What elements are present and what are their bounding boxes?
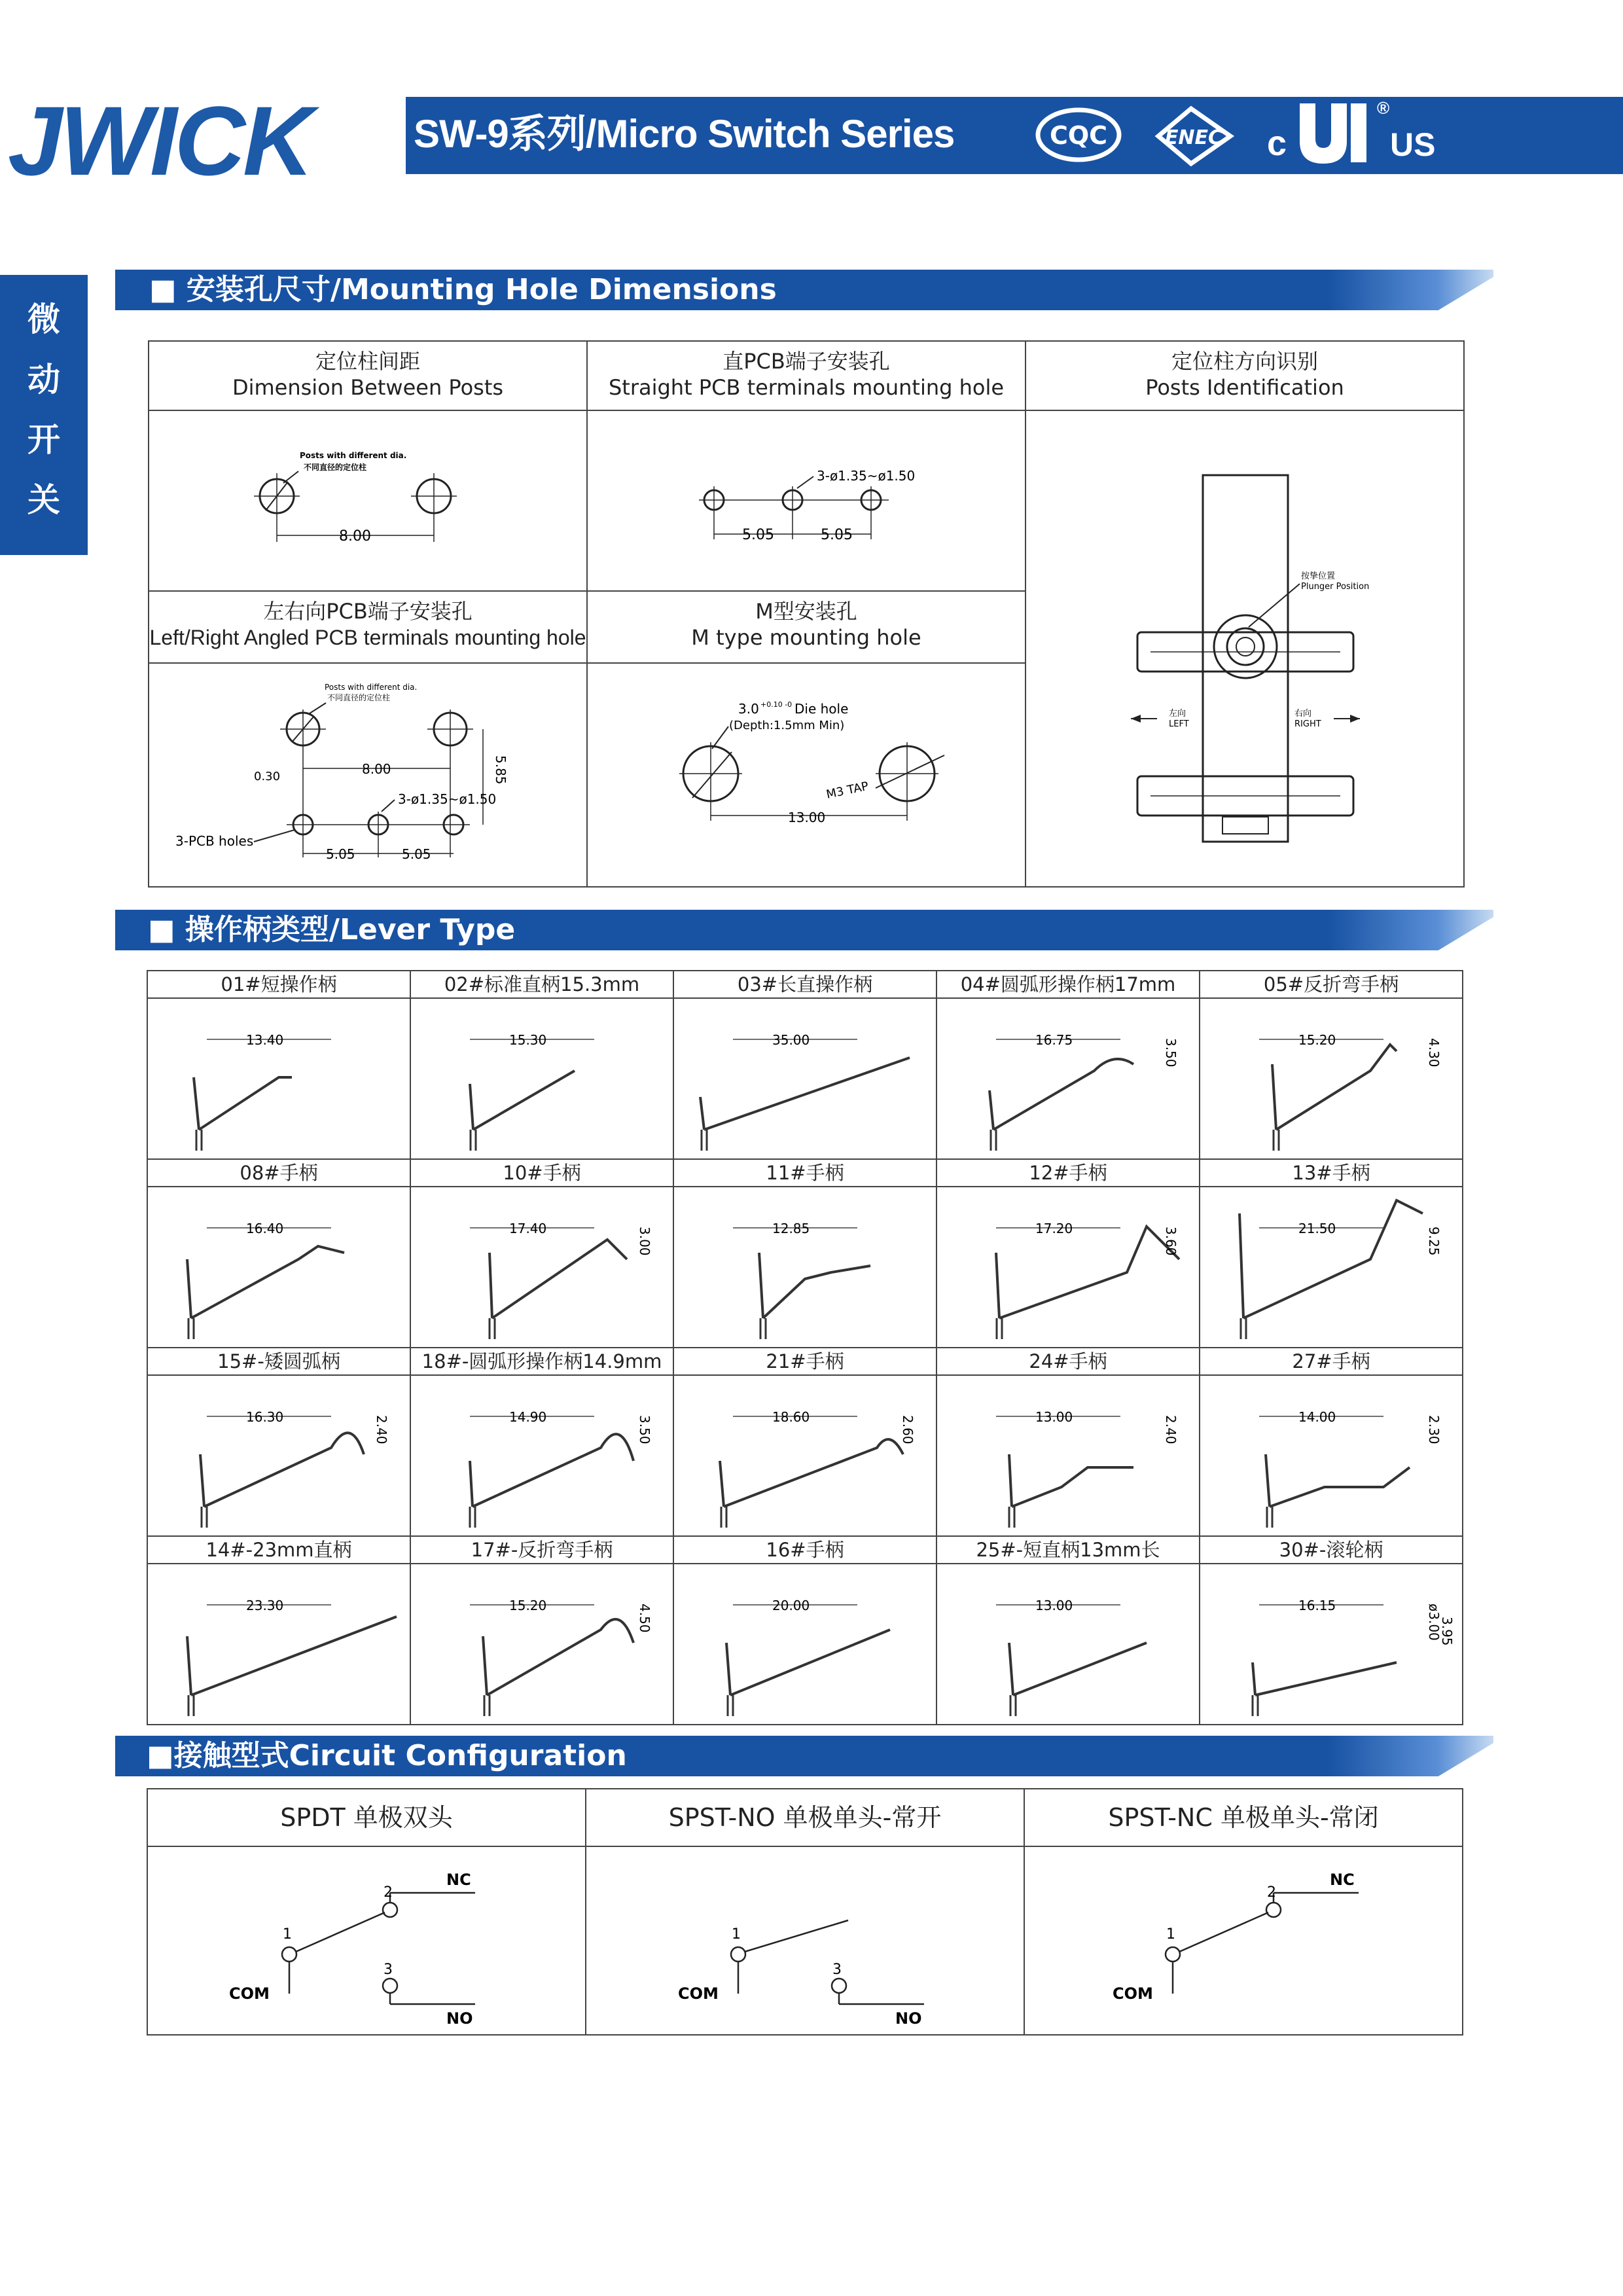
lever-dimension: 2.30 bbox=[1426, 1415, 1442, 1444]
spst-nc-node2: 2 bbox=[1267, 1884, 1276, 1901]
lever-header-cell bbox=[673, 971, 936, 998]
lever-dimension: 23.30 bbox=[246, 1598, 284, 1613]
circuit-spst-nc-diagram bbox=[1025, 1847, 1462, 2032]
lever-label: 08#手柄 bbox=[240, 1162, 318, 1184]
lever-header-cell bbox=[410, 1536, 673, 1564]
cqc-cert-mark bbox=[1034, 105, 1123, 165]
lever-shape bbox=[996, 1227, 1179, 1318]
lever-header-cell bbox=[1200, 1536, 1463, 1564]
circuit-spdt-cell bbox=[147, 1846, 586, 2035]
lever-label: 18#-圆弧形操作柄14.9mm bbox=[421, 1350, 662, 1372]
lever-drawing-cell bbox=[1200, 998, 1463, 1159]
left-label-cn: 左向 bbox=[1169, 709, 1186, 719]
lever-label: 17#-反折弯手柄 bbox=[471, 1539, 613, 1561]
straight-pcb-holes: 3-ø1.35~ø1.50 bbox=[817, 468, 916, 484]
lever-shape bbox=[470, 1434, 633, 1507]
plunger-position-en: Plunger Position bbox=[1301, 582, 1370, 592]
straight-pcb-drawing-cell bbox=[587, 410, 1026, 591]
lever-terminal bbox=[484, 1695, 490, 1716]
mounting-table bbox=[148, 340, 1465, 888]
posts-id-cn: 定位柱方向识别 bbox=[1171, 349, 1318, 374]
lever-header-cell bbox=[147, 1348, 410, 1375]
section-lever-title: ■ 操作柄类型/Lever Type bbox=[148, 913, 516, 946]
ul-c-label: c bbox=[1267, 124, 1287, 163]
lever-drawing bbox=[937, 1187, 1199, 1344]
spst-no-no: NO bbox=[895, 2009, 922, 2028]
lever-shape bbox=[759, 1253, 870, 1318]
lever-dimension: 3.95 bbox=[1439, 1617, 1455, 1646]
cqc-label: CQC bbox=[1049, 121, 1108, 150]
lever-shape bbox=[1272, 1045, 1397, 1130]
ul-mark bbox=[1293, 98, 1372, 166]
spdt-node3: 3 bbox=[383, 1962, 393, 1978]
lever-terminal bbox=[760, 1318, 766, 1339]
circuit-spst-no-header bbox=[586, 1789, 1024, 1846]
lever-label: 10#手柄 bbox=[503, 1162, 581, 1184]
lever-dimension: 13.00 bbox=[1035, 1409, 1073, 1425]
lever-header-cell bbox=[673, 1348, 936, 1375]
m-die-tol: +0.10 -0 bbox=[760, 700, 793, 709]
lever-shape bbox=[700, 1058, 910, 1130]
angled-pcb-d1: 5.05 bbox=[326, 846, 355, 862]
lever-label: 15#-矮圆弧柄 bbox=[217, 1350, 340, 1372]
circuit-spst-nc-header bbox=[1024, 1789, 1463, 1846]
lever-terminal bbox=[1241, 1318, 1246, 1339]
page-title: SW-9系列/Micro Switch Series bbox=[414, 112, 955, 156]
spst-nc-nc: NC bbox=[1330, 1871, 1355, 1889]
lever-drawing bbox=[148, 999, 410, 1156]
m-depth: (Depth:1.5mm Min) bbox=[729, 719, 845, 732]
right-label-cn: 右向 bbox=[1294, 709, 1312, 719]
lever-drawing bbox=[411, 1376, 673, 1533]
plunger-position-cn: 按挚位置 bbox=[1301, 571, 1336, 581]
angled-pcb-drawing bbox=[149, 664, 586, 884]
lever-dimension: 2.40 bbox=[374, 1415, 389, 1444]
posts-dim-en: Dimension Between Posts bbox=[232, 375, 504, 400]
lever-header-cell bbox=[673, 1536, 936, 1564]
lever-dimension: 9.25 bbox=[1426, 1227, 1442, 1256]
lever-label: 24#手柄 bbox=[1029, 1350, 1107, 1372]
lever-dimension: 15.20 bbox=[509, 1598, 547, 1613]
lever-shape bbox=[1253, 1662, 1397, 1695]
m-type-drawing bbox=[588, 664, 1025, 884]
lever-drawing-cell bbox=[936, 1375, 1200, 1536]
lever-drawing-cell bbox=[410, 1564, 673, 1725]
lever-shape bbox=[1240, 1200, 1423, 1318]
straight-pcb-d2: 5.05 bbox=[821, 527, 853, 543]
lever-dimension: 17.40 bbox=[509, 1221, 547, 1236]
lever-shape bbox=[1009, 1643, 1147, 1695]
lever-label: 14#-23mm直柄 bbox=[205, 1539, 352, 1561]
straight-pcb-d1: 5.05 bbox=[742, 527, 774, 543]
lever-dimension: 20.00 bbox=[772, 1598, 810, 1613]
lever-shape bbox=[187, 1617, 397, 1695]
spst-no-node3: 3 bbox=[832, 1962, 842, 1978]
spdt-node2: 2 bbox=[383, 1884, 393, 1901]
angled-d030: 0.30 bbox=[254, 770, 281, 783]
lever-shape bbox=[470, 1071, 575, 1130]
lever-terminal bbox=[1010, 1695, 1016, 1716]
spdt-node1: 1 bbox=[283, 1926, 292, 1943]
lever-terminal bbox=[188, 1695, 194, 1716]
lever-header-cell bbox=[936, 1348, 1200, 1375]
lever-drawing-cell bbox=[673, 998, 936, 1159]
lever-dimension: 4.50 bbox=[637, 1604, 652, 1633]
lever-drawing bbox=[674, 1187, 936, 1344]
lever-drawing bbox=[1200, 1376, 1462, 1533]
lever-label: 11#手柄 bbox=[766, 1162, 844, 1184]
circuit-spst-no-diagram bbox=[586, 1847, 1024, 2032]
lever-drawing-cell bbox=[1200, 1187, 1463, 1348]
angled-holes: 3-ø1.35~ø1.50 bbox=[398, 791, 497, 807]
lever-header-cell bbox=[410, 1159, 673, 1187]
circuit-spst-nc-title: SPST-NC 单极单头-常闭 bbox=[1108, 1803, 1379, 1832]
side-category-text: 微动开关 bbox=[27, 300, 60, 519]
lever-drawing-cell bbox=[147, 998, 410, 1159]
lever-drawing bbox=[1200, 1187, 1462, 1344]
lever-drawing-cell bbox=[147, 1187, 410, 1348]
enec-label: ENEC bbox=[1164, 126, 1223, 149]
lever-dimension: 17.20 bbox=[1035, 1221, 1073, 1236]
posts-dim-value: 8.00 bbox=[339, 528, 371, 545]
lever-terminal bbox=[202, 1507, 207, 1528]
lever-label: 02#标准直柄15.3mm bbox=[444, 973, 640, 996]
lever-dimension: 13.40 bbox=[246, 1032, 284, 1048]
lever-header-cell bbox=[936, 1536, 1200, 1564]
lever-terminal bbox=[728, 1695, 733, 1716]
lever-label: 04#圆弧形操作柄17mm bbox=[960, 973, 1176, 996]
lever-terminal bbox=[188, 1318, 194, 1339]
lever-drawing bbox=[148, 1187, 410, 1344]
lever-header-cell bbox=[147, 1159, 410, 1187]
lever-drawing bbox=[674, 1564, 936, 1721]
lever-dimension: 21.50 bbox=[1298, 1221, 1336, 1236]
lever-label: 13#手柄 bbox=[1292, 1162, 1370, 1184]
lever-terminal bbox=[721, 1507, 726, 1528]
lever-drawing bbox=[148, 1564, 410, 1721]
lever-drawing bbox=[1200, 1564, 1462, 1721]
angled-note-en: Posts with different dia. bbox=[325, 683, 418, 692]
lever-label: 05#反折弯手柄 bbox=[1263, 973, 1399, 996]
lever-dimension: 2.60 bbox=[900, 1415, 916, 1444]
lever-terminal bbox=[702, 1130, 707, 1151]
circuit-spdt-diagram bbox=[148, 1847, 585, 2032]
lever-drawing-cell bbox=[936, 1187, 1200, 1348]
lever-dimension: 2.40 bbox=[1163, 1415, 1179, 1444]
lever-drawing-cell bbox=[936, 998, 1200, 1159]
lever-header-cell bbox=[936, 1159, 1200, 1187]
lever-dimension: 16.75 bbox=[1035, 1032, 1073, 1048]
lever-dimension: 3.60 bbox=[1163, 1227, 1179, 1256]
angled-pcb-en: Left/Right Angled PCB terminals mounting hole bbox=[149, 626, 586, 649]
circuit-spdt-title: SPDT 单极双头 bbox=[280, 1803, 453, 1832]
lever-shape bbox=[990, 1059, 1133, 1130]
straight-pcb-en: Straight PCB terminals mounting hole bbox=[608, 375, 1005, 400]
lever-terminal bbox=[1009, 1507, 1014, 1528]
ul-us-label: US bbox=[1390, 126, 1436, 163]
spst-no-com: COM bbox=[678, 1984, 719, 2003]
posts-dim-drawing-cell bbox=[149, 410, 587, 591]
spdt-nc: NC bbox=[446, 1871, 471, 1889]
lever-drawing-cell bbox=[673, 1187, 936, 1348]
lever-shape bbox=[1009, 1454, 1133, 1507]
posts-dim-header bbox=[149, 341, 587, 410]
straight-pcb-header bbox=[587, 341, 1026, 410]
lever-label: 01#短操作柄 bbox=[221, 973, 337, 996]
lever-drawing bbox=[937, 1376, 1199, 1533]
lever-dimension: 4.30 bbox=[1426, 1038, 1442, 1067]
lever-drawing bbox=[674, 1376, 936, 1533]
lever-drawing-cell bbox=[147, 1375, 410, 1536]
spst-no-node1: 1 bbox=[732, 1926, 741, 1943]
circuit-spst-no-title: SPST-NO 单极单头-常开 bbox=[668, 1803, 942, 1832]
lever-drawing-cell bbox=[410, 1375, 673, 1536]
lever-dimension: 3.00 bbox=[637, 1227, 652, 1256]
posts-id-en: Posts Identification bbox=[1145, 375, 1344, 400]
lever-dimension: 35.00 bbox=[772, 1032, 810, 1048]
posts-id-drawing bbox=[1026, 411, 1463, 881]
spst-nc-com: COM bbox=[1113, 1984, 1153, 2003]
lever-header-cell bbox=[410, 971, 673, 998]
m-type-header bbox=[587, 591, 1026, 663]
lever-header-cell bbox=[1200, 1159, 1463, 1187]
enec-cert-mark bbox=[1152, 103, 1237, 169]
lever-dimension: ø3.00 bbox=[1426, 1604, 1442, 1641]
lever-terminal bbox=[997, 1318, 1002, 1339]
lever-drawing-cell bbox=[673, 1564, 936, 1725]
lever-drawing bbox=[937, 999, 1199, 1156]
lever-terminal bbox=[991, 1130, 996, 1151]
lever-label: 12#手柄 bbox=[1029, 1162, 1107, 1184]
m-tap: M3 TAP bbox=[825, 779, 870, 802]
lever-terminal bbox=[470, 1507, 475, 1528]
right-label-en: RIGHT bbox=[1294, 719, 1321, 729]
posts-id-header bbox=[1026, 341, 1464, 410]
lever-label: 16#手柄 bbox=[766, 1539, 844, 1561]
lever-shape bbox=[483, 1619, 633, 1695]
lever-drawing bbox=[674, 999, 936, 1156]
lever-dimension: 14.90 bbox=[509, 1409, 547, 1425]
angled-pcb-cn: 左右向PCB端子安装孔 bbox=[263, 599, 473, 624]
m-type-d1: 13.00 bbox=[788, 810, 826, 825]
angled-pcb-drawing-cell bbox=[149, 663, 587, 887]
lever-header-cell bbox=[147, 971, 410, 998]
lever-drawing bbox=[411, 1187, 673, 1344]
lever-terminal bbox=[1267, 1507, 1272, 1528]
lever-dimension: 16.40 bbox=[246, 1221, 284, 1236]
lever-drawing-cell bbox=[673, 1375, 936, 1536]
lever-drawing-cell bbox=[410, 1187, 673, 1348]
lever-dimension: 18.60 bbox=[772, 1409, 810, 1425]
lever-shape bbox=[200, 1433, 364, 1507]
lever-shape bbox=[194, 1077, 292, 1130]
lever-shape bbox=[490, 1240, 627, 1318]
m-type-drawing-cell bbox=[587, 663, 1026, 887]
lever-dimension: 12.85 bbox=[772, 1221, 810, 1236]
circuit-spst-nc-cell bbox=[1024, 1846, 1463, 2035]
posts-dim-cn: 定位柱间距 bbox=[315, 349, 420, 374]
posts-note-en: Posts with different dia. bbox=[300, 451, 407, 460]
lever-label: 27#手柄 bbox=[1292, 1350, 1370, 1372]
lever-drawing bbox=[411, 1564, 673, 1721]
lever-terminal bbox=[490, 1318, 495, 1339]
lever-shape bbox=[1266, 1454, 1410, 1507]
m-type-en: M type mounting hole bbox=[691, 625, 921, 650]
lever-label: 21#手柄 bbox=[766, 1350, 844, 1372]
circuit-table bbox=[147, 1788, 1463, 2036]
lever-shape bbox=[726, 1630, 890, 1695]
lever-shape bbox=[720, 1439, 903, 1507]
brand-logo: JWICK bbox=[8, 86, 312, 196]
lever-drawing bbox=[411, 999, 673, 1156]
lever-drawing bbox=[937, 1564, 1199, 1721]
lever-drawing-cell bbox=[1200, 1564, 1463, 1725]
lever-drawing-cell bbox=[147, 1564, 410, 1725]
posts-id-drawing-cell bbox=[1026, 410, 1464, 887]
section-mounting-title: ■ 安装孔尺寸/Mounting Hole Dimensions bbox=[149, 273, 777, 306]
lever-terminal bbox=[471, 1130, 476, 1151]
section-circuit-title: ■接触型式Circuit Configuration bbox=[147, 1739, 627, 1772]
side-category-tab bbox=[0, 275, 88, 555]
lever-drawing bbox=[1200, 999, 1462, 1156]
spdt-no: NO bbox=[446, 2009, 473, 2028]
angled-note-cn: 不同直径的定位柱 bbox=[327, 693, 391, 702]
angled-pcb-d2: 5.05 bbox=[402, 846, 431, 862]
lever-dimension: 3.50 bbox=[1163, 1038, 1179, 1067]
lever-shape bbox=[187, 1246, 344, 1318]
lever-dimension: 16.30 bbox=[246, 1409, 284, 1425]
angled-d8: 8.00 bbox=[362, 761, 391, 777]
lever-header-cell bbox=[147, 1536, 410, 1564]
left-label-en: LEFT bbox=[1169, 719, 1189, 729]
circuit-spdt-header bbox=[147, 1789, 586, 1846]
lever-header-cell bbox=[936, 971, 1200, 998]
lever-drawing-cell bbox=[410, 998, 673, 1159]
lever-dimension: 3.50 bbox=[637, 1415, 652, 1444]
lever-dimension: 15.30 bbox=[509, 1032, 547, 1048]
straight-pcb-cn: 直PCB端子安装孔 bbox=[722, 349, 890, 374]
circuit-spst-no-cell bbox=[586, 1846, 1024, 2035]
lever-label: 30#-滚轮柄 bbox=[1279, 1539, 1383, 1561]
angled-d585: 5.85 bbox=[493, 755, 508, 785]
posts-dim-drawing bbox=[149, 411, 586, 588]
lever-header-cell bbox=[1200, 1348, 1463, 1375]
m-type-cn: M型安装孔 bbox=[755, 599, 857, 624]
m-die-value: 3.0 bbox=[738, 701, 759, 717]
lever-header-cell bbox=[1200, 971, 1463, 998]
lever-drawing bbox=[148, 1376, 410, 1533]
lever-header-cell bbox=[410, 1348, 673, 1375]
lever-label: 25#-短直柄13mm长 bbox=[976, 1539, 1160, 1561]
lever-terminal bbox=[1253, 1695, 1258, 1716]
lever-drawing-cell bbox=[936, 1564, 1200, 1725]
lever-table bbox=[147, 970, 1463, 1725]
ul-registered-mark: ® bbox=[1377, 98, 1390, 118]
lever-label: 03#长直操作柄 bbox=[737, 973, 873, 996]
m-die-hole: Die hole bbox=[794, 701, 849, 717]
lever-dimension: 13.00 bbox=[1035, 1598, 1073, 1613]
angled-pcb-holes: 3-PCB holes bbox=[175, 833, 254, 849]
spdt-com: COM bbox=[229, 1984, 270, 2003]
lever-dimension: 15.20 bbox=[1298, 1032, 1336, 1048]
posts-note-cn: 不同直径的定位柱 bbox=[304, 463, 367, 472]
lever-dimension: 16.15 bbox=[1298, 1598, 1336, 1613]
lever-header-cell bbox=[673, 1159, 936, 1187]
angled-pcb-header bbox=[149, 591, 587, 663]
lever-dimension: 14.00 bbox=[1298, 1409, 1336, 1425]
spst-nc-node1: 1 bbox=[1166, 1926, 1175, 1943]
lever-terminal bbox=[1274, 1130, 1279, 1151]
lever-terminal bbox=[196, 1130, 202, 1151]
straight-pcb-drawing bbox=[588, 411, 1025, 588]
lever-drawing-cell bbox=[1200, 1375, 1463, 1536]
